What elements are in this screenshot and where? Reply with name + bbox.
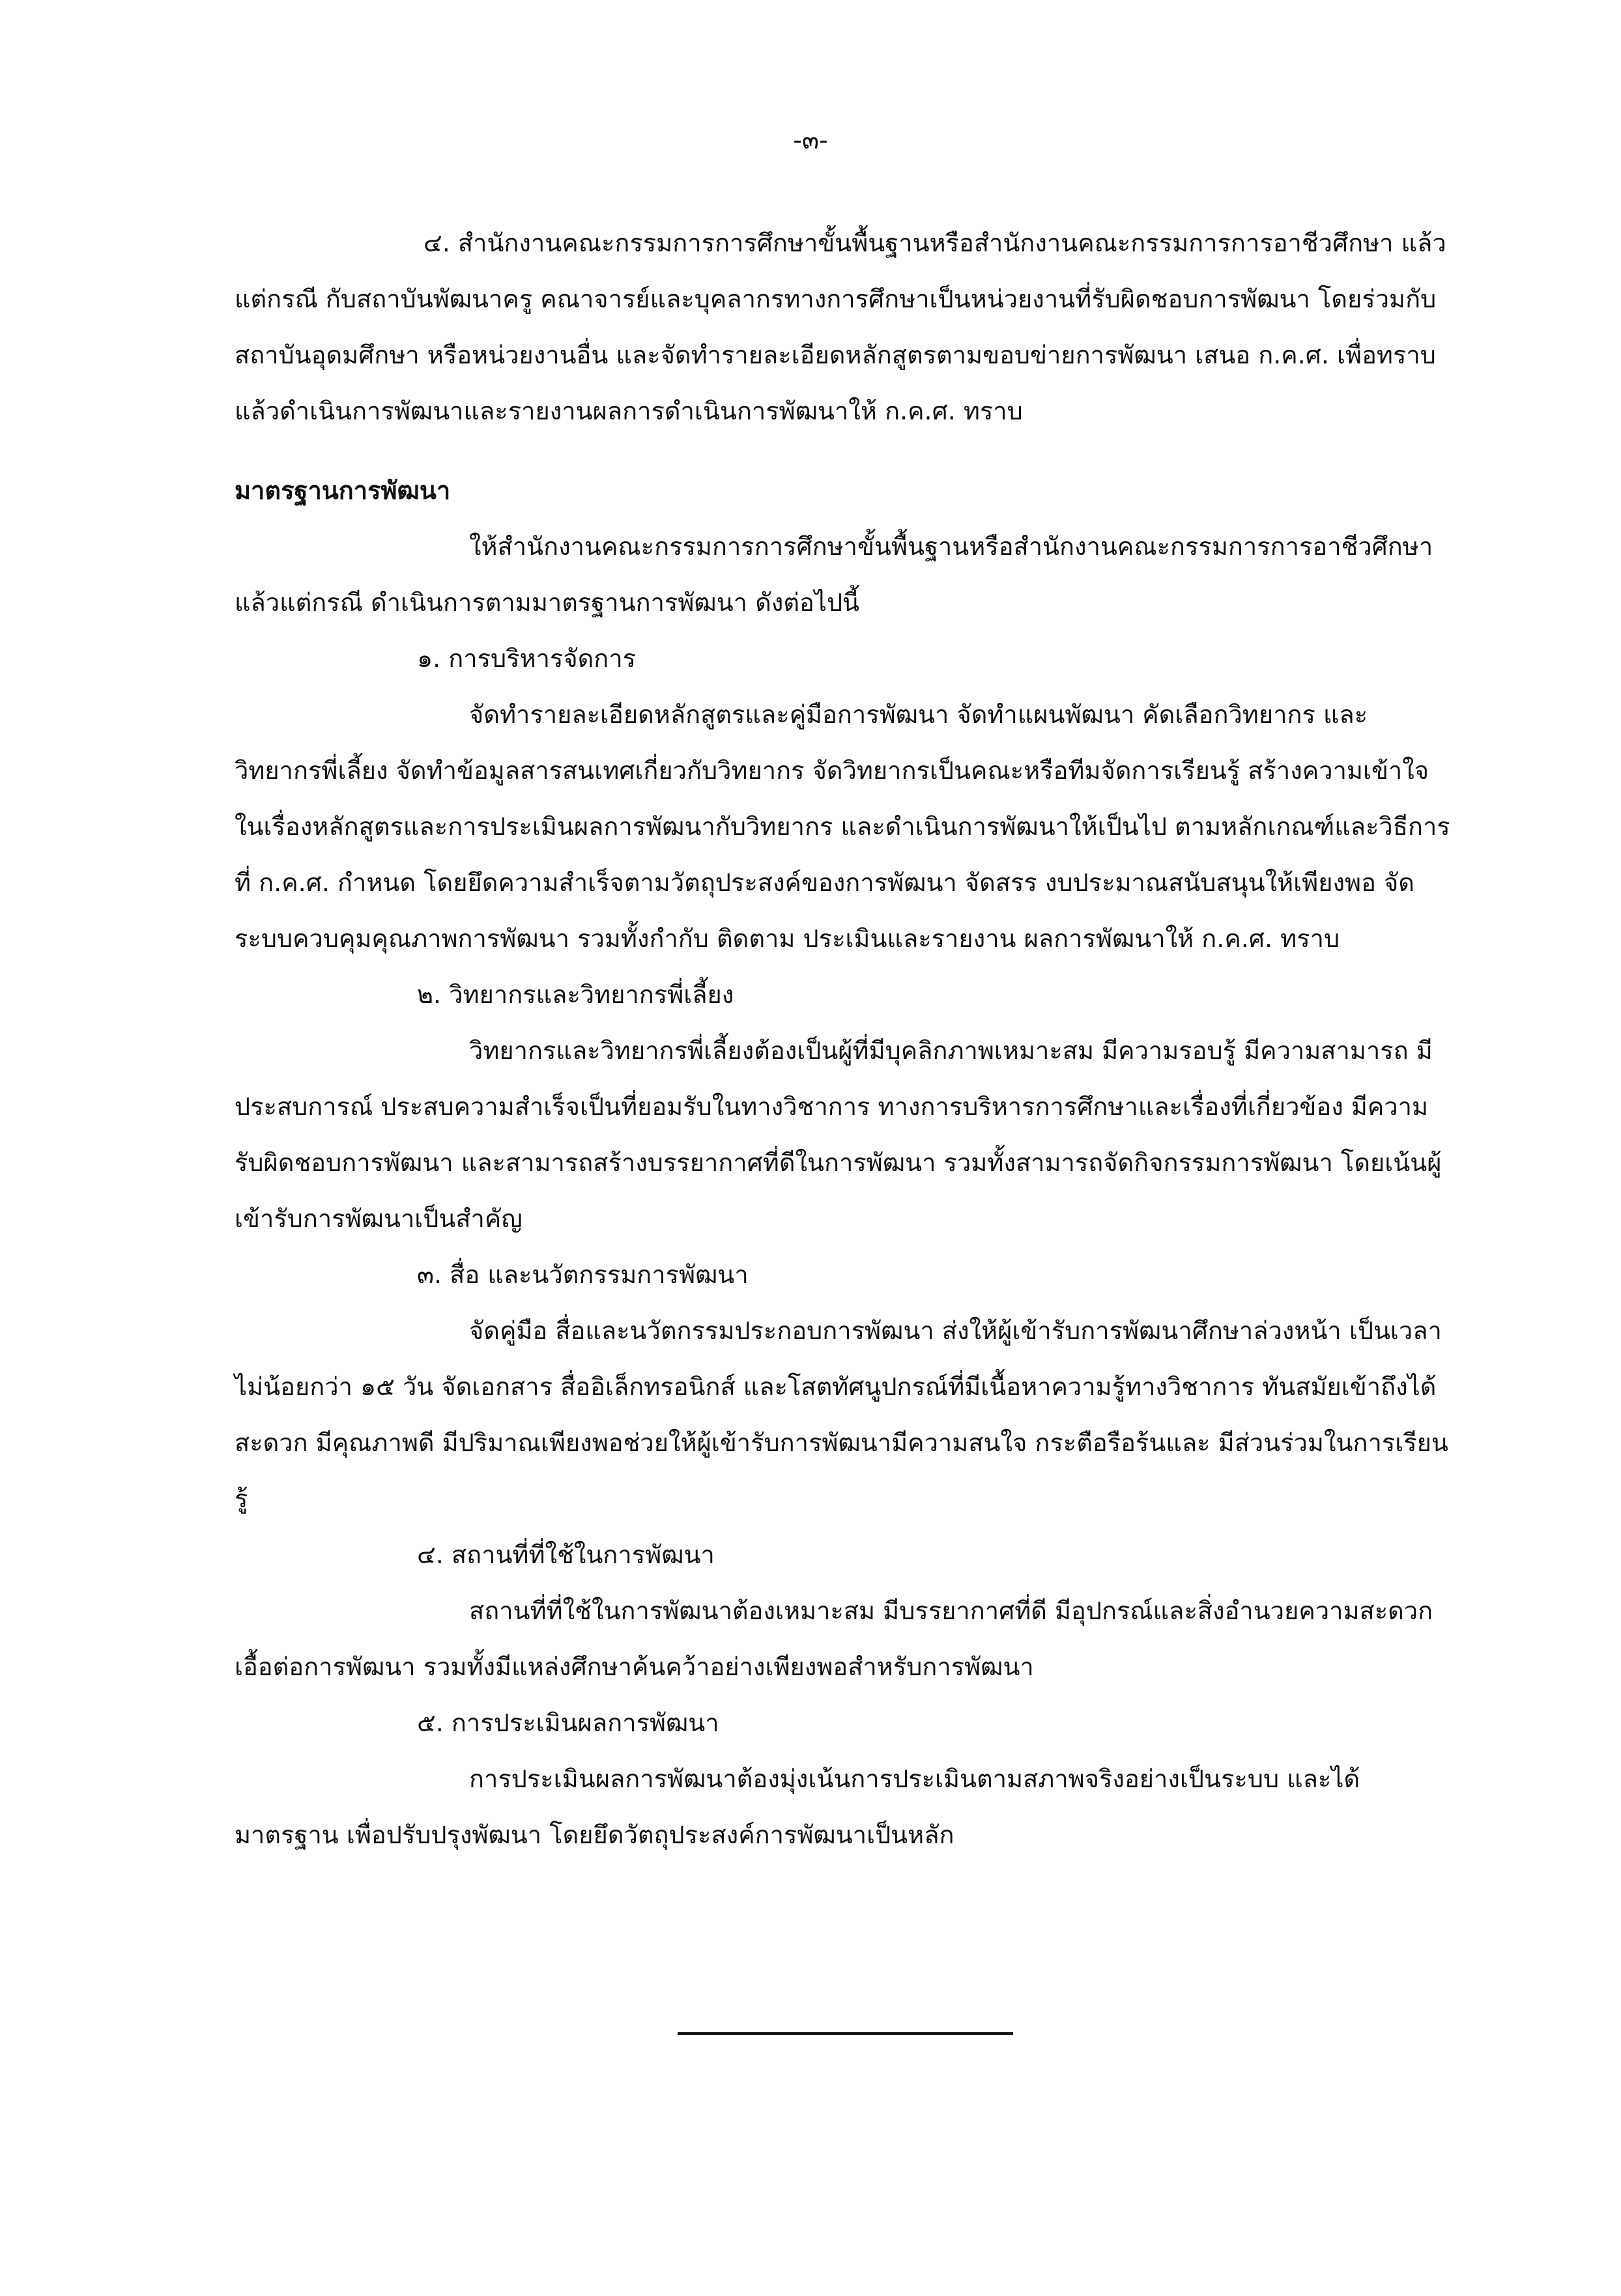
item-body-speakers: วิทยากรและวิทยากรพี่เลี้ยงต้องเป็นผู้ที่มีบุคลิกภาพเหมาะสม มีความรอบรู้ มีความสามารถ มีประสบการณ์ ประสบความสำเร็จเป็นที่ยอมรับในทางวิชาการ ทางการบริหารการศึกษาและเรื่องที่เกี่ยวข้อง มีความรับผิดชอบการพัฒนา และสามารถสร้างบรรยากาศที่ดีในการพัฒนา รวมทั้งสามารถจัดกิจกรรมการพัฒนา โดยเน้นผู้เข้ารับการพัฒนาเป็นสำคัญ xyxy=(235,1036,1442,1233)
item-title-management: ๑. การบริหารจัดการ xyxy=(417,644,637,673)
end-divider-line xyxy=(678,2032,1013,2035)
item-title-speakers: ๒. วิทยากรและวิทยากรพี่เลี้ยง xyxy=(417,980,734,1009)
page-number: -๓- xyxy=(793,126,828,154)
item-body-management: จัดทำรายละเอียดหลักสูตรและคู่มือการพัฒนา จัดทำแผนพัฒนา คัดเลือกวิทยากร และวิทยากรพี่เลี้ยง จัดทำข้อมูลสารสนเทศเกี่ยวกับวิทยากร จัดวิทยากรเป็นคณะหรือทีมจัดการเรียนรู้ สร้างความเข้าใจในเรื่องหลักสูตรและการประเมินผลการพัฒนากับวิทยากร และดำเนินการพัฒนาให้เป็นไป ตามหลักเกณฑ์และวิธีการที่ ก.ค.ศ. กำหนด โดยยึดความสำเร็จตามวัตถุประสงค์ของการพัฒนา จัดสรร งบประมาณสนับสนุนให้เพียงพอ จัดระบบควบคุมคุณภาพการพัฒนา รวมทั้งกำกับ ติดตาม ประเมินและรายงาน ผลการพัฒนาให้ ก.ค.ศ. ทราบ xyxy=(235,700,1450,953)
section-heading: มาตรฐานการพัฒนา xyxy=(235,476,451,505)
item-title-venue: ๔. สถานที่ที่ใช้ในการพัฒนา xyxy=(417,1540,715,1569)
document-body xyxy=(235,215,1452,1863)
section-intro-paragraph: ให้สำนักงานคณะกรรมการการศึกษาขั้นพื้นฐานหรือสำนักงานคณะกรรมการการอาชีวศึกษา แล้วแต่กรณี ดำเนินการตามมาตรฐานการพัฒนา ดังต่อไปนี้ xyxy=(235,532,1433,617)
item-title-evaluation: ๕. การประเมินผลการพัฒนา xyxy=(417,1708,719,1737)
item-body-venue: สถานที่ที่ใช้ในการพัฒนาต้องเหมาะสม มีบรรยากาศที่ดี มีอุปกรณ์และสิ่งอำนวยความสะดวก เอื้อต่อการพัฒนา รวมทั้งมีแหล่งศึกษาค้นคว้าอย่างเพียงพอสำหรับการพัฒนา xyxy=(235,1596,1433,1681)
item-title-media: ๓. สื่อ และนวัตกรรมการพัฒนา xyxy=(417,1260,749,1289)
intro-paragraph: ๔. สำนักงานคณะกรรมการการศึกษาขั้นพื้นฐานหรือสำนักงานคณะกรรมการการอาชีวศึกษา แล้วแต่กรณี กับสถาบันพัฒนาครู คณาจารย์และบุคลากรทางการศึกษาเป็นหน่วยงานที่รับผิดชอบการพัฒนา โดยร่วมกับสถาบันอุดมศึกษา หรือหน่วยงานอื่น และจัดทำรายละเอียดหลักสูตรตามขอบข่ายการพัฒนา เสนอ ก.ค.ศ. เพื่อทราบ แล้วดำเนินการพัฒนาและรายงานผลการดำเนินการพัฒนาให้ ก.ค.ศ. ทราบ xyxy=(235,229,1446,425)
item-body-media: จัดคู่มือ สื่อและนวัตกรรมประกอบการพัฒนา ส่งให้ผู้เข้ารับการพัฒนาศึกษาล่วงหน้า เป็นเวลาไม่น้อยกว่า ๑๕ วัน จัดเอกสาร สื่ออิเล็กทรอนิกส์ และโสตทัศนูปกรณ์ที่มีเนื้อหาความรู้ทางวิชาการ ทันสมัยเข้าถึงได้สะดวก มีคุณภาพดี มีปริมาณเพียงพอช่วยให้ผู้เข้ารับการพัฒนามีความสนใจ กระตือรือร้นและ มีส่วนร่วมในการเรียนรู้ xyxy=(235,1316,1448,1513)
item-body-evaluation: การประเมินผลการพัฒนาต้องมุ่งเน้นการประเมินตามสภาพจริงอย่างเป็นระบบ และได้มาตรฐาน เพื่อปรับปรุงพัฒนา โดยยึดวัตถุประสงค์การพัฒนาเป็นหลัก xyxy=(235,1765,1360,1849)
